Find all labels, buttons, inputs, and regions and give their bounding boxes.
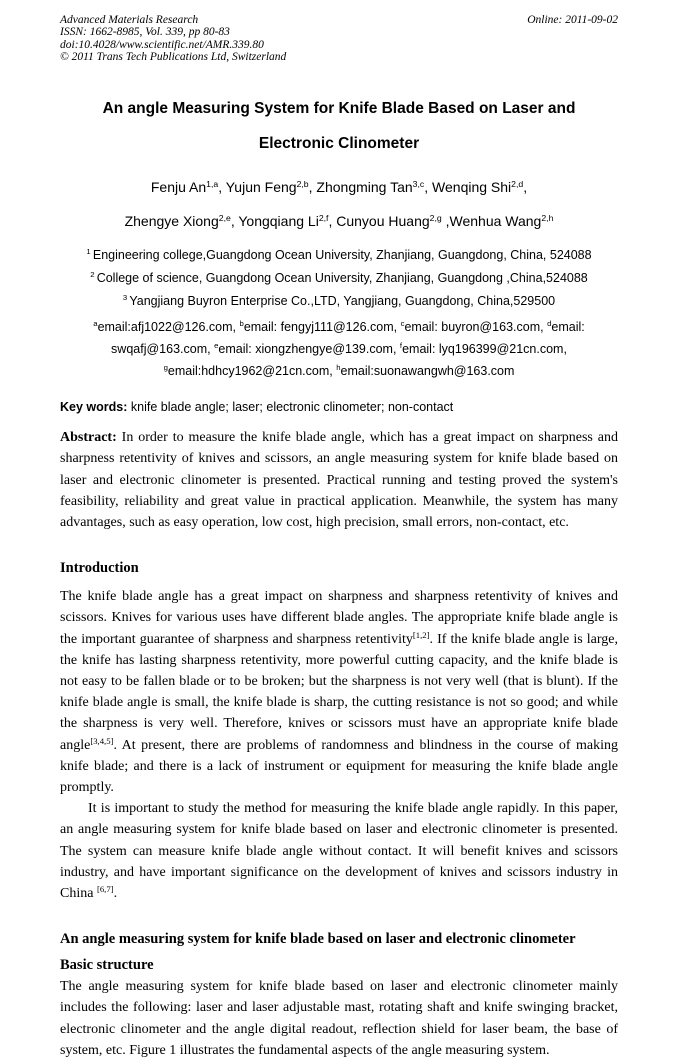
authors-line1: Fenju An$^{1,a}$, Yujun Feng$^{2,b}$, Zhongming Tan$^{3,c}$, Wenqing Shi$^{2,d}$,: [150, 179, 528, 196]
journal-name: Advanced Materials Research: [60, 14, 199, 26]
journal-header-left: [60, 14, 286, 63]
paper-title: [60, 91, 618, 161]
online-date: Online: 2011-09-02: [527, 14, 618, 26]
keywords-label: Key words:: [60, 400, 128, 415]
journal-header: [60, 14, 618, 63]
affiliation-line3: $^3$ Yangjiang Buyron Enterprise Co.,LTD, Yangjiang, Guangdong, China,529500: [122, 293, 556, 309]
abstract-paragraph: [60, 427, 618, 533]
email-line2: swqafj@163.com, $^e$email: xiongzhengye@139.com, $^f$email: lyq196399@21cn.com,: [111, 341, 567, 357]
introduction-paragraph-1: The knife blade angle has a great impact on sharpness and sharpness retentivity of knives and scissors. Knives for various uses have different blade angles. The appropriate knife blade angle is the important guarantee of sharpness and sharpness retentivity[1,2]. If the knife blade angle is large, the knife has lasting sharpness retentivity, more powerful cutting capacity, and the knife blade is not easy to be fallen blade or to be broken; but the sharpness is not very well (that is blunt). If the knife blade angle is small, the knife blade is sharp, the cutting resistance is not so good; and while the sharpness is very well. Therefore, knives or scissors must have an appropriate knife blade angle[3,4,5]. At present, there are problems of randomness and blindness in the course of making knife blade; and there is a lack of instrument or equipment for measuring the knife blade angle promptly.: [60, 589, 618, 796]
email-line1: $^a$email:afj1022@126.com, $^b$email: fengyj111@126.com, $^c$email: buyron@163.com, $^d$email:: [93, 319, 585, 335]
affiliation-list: [60, 244, 618, 313]
authors-line2: Zhengye Xiong$^{2,e}$, Yongqiang Li$^{2,f}$, Cunyou Huang$^{2,g}$ ,Wenhua Wang$^{2,h}$: [124, 213, 554, 230]
subsection-heading-basic-structure: Basic structure: [60, 957, 154, 974]
affiliation-line1: $^1$ Engineering college,Guangdong Ocean University, Zhanjiang, Guangdong, China, 524088: [86, 247, 592, 263]
copyright-line: © 2011 Trans Tech Publications Ltd, Switzerland: [60, 50, 287, 63]
affiliation-line2: $^2$ College of science, Guangdong Ocean University, Zhanjiang, Guangdong ,China,524088: [90, 270, 588, 286]
author-list: [60, 170, 618, 238]
section-heading-system: An angle measuring system for knife blade based on laser and electronic clinometer: [60, 931, 576, 948]
basic-structure-paragraph: The angle measuring system for knife blade based on laser and electronic clinometer mainly includes the following: laser and laser adjustable mast, rotating shaft and knife swinging bracket, electronic clinometer and the angle digital readout, reflection shield for laser beam, the base of system, etc. Figure 1 illustrates the fundamental aspects of the angle measuring system.: [60, 979, 618, 1058]
keywords-line: [60, 398, 618, 416]
email-list: [60, 316, 618, 382]
abstract-text: In order to measure the knife blade angle, which has a great impact on sharpness and sharpness retentivity of knives and scissors, an angle measuring system for knife blade based on laser and electronic clinometer is presented. Practical running and testing proved the system's feasibility, reliability and great value in practical application. Meanwhile, the system has many advantages, such as easy operation, low cost, high precision, small errors, non-contact, etc.: [60, 430, 618, 530]
issn-line: ISSN: 1662-8985, Vol. 339, pp 80-83: [60, 26, 230, 39]
keywords-text: knife blade angle; laser; electronic clinometer; non-contact: [127, 400, 454, 415]
doi-line: doi:10.4028/www.scientific.net/AMR.339.80: [60, 38, 264, 51]
paper-title-line1: An angle Measuring System for Knife Blade Based on Laser and: [102, 100, 576, 118]
paper-title-line2: Electronic Clinometer: [258, 135, 420, 153]
email-line3: $^g$email:hdhcy1962@21cn.com, $^h$email:suonawangwh@163.com: [163, 363, 515, 379]
section-heading-introduction: Introduction: [60, 560, 139, 577]
introduction-paragraph-2: It is important to study the method for measuring the knife blade angle rapidly. In this paper, an angle measuring system for knife blade based on laser and electronic clinometer is presented. The system can measure knife blade angle without contact. It will benefit knives and scissors industry, and have important significance on the development of knives and scissors industry in China [6,7].: [60, 801, 618, 902]
abstract-label: Abstract:: [60, 430, 117, 446]
